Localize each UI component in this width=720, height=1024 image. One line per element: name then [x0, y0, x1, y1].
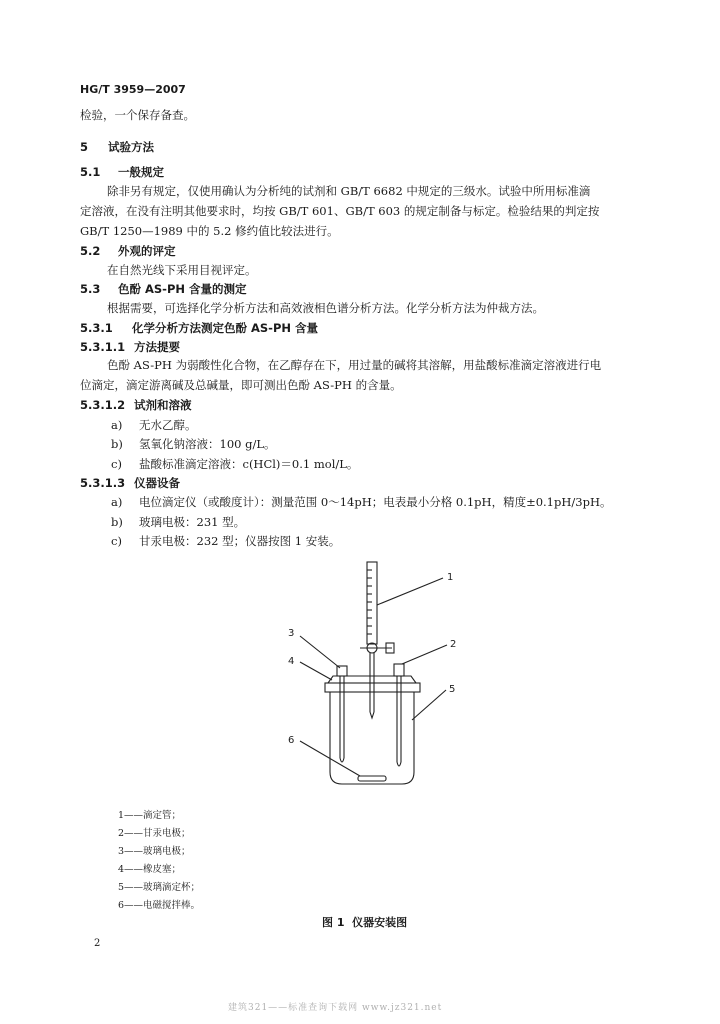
paragraph-line: 在自然光线下采用目视评定。: [107, 263, 257, 277]
callout-6: 6: [288, 735, 295, 746]
paragraph-line: 位滴定，滴定游离碱及总碱量，即可测出色酚 AS-PH 的含量。: [80, 378, 402, 392]
paragraph-line: 色酚 AS-PH 为弱酸性化合物，在乙醇存在下，用过量的碱将其溶解，用盐酸标准滴定溶液进行电: [107, 358, 602, 372]
callout-2: 2: [450, 639, 457, 650]
figure-caption: [322, 914, 407, 930]
section-number: 5.3.1.3: [80, 476, 126, 490]
list-label: b): [111, 515, 123, 529]
legend-item: 1——滴定管；: [118, 810, 182, 821]
section-number: 5.3: [80, 282, 101, 296]
paragraph-line: 除非另有规定，仅使用确认为分析纯的试剂和 GB/T 6682 中规定的三级水。试验中所用标准滴: [107, 184, 591, 198]
section-title: 色酚 AS-PH 含量的测定: [118, 282, 247, 296]
figure-title: 仪器安装图: [352, 916, 408, 929]
list-label: a): [111, 495, 123, 509]
section-title: 一般规定: [118, 165, 164, 179]
legend-item: 6——电磁搅拌棒。: [118, 900, 201, 911]
list-label: b): [111, 437, 123, 451]
section-number: 5.2: [80, 244, 101, 258]
calomel-electrode-cap: [394, 664, 404, 676]
section-title: 外观的评定: [118, 244, 176, 258]
legend-item: 5——玻璃滴定杯；: [118, 882, 201, 893]
section-number: 5: [80, 140, 89, 154]
list-label: a): [111, 418, 123, 432]
standard-number: HG/T 3959—2007: [80, 83, 186, 96]
list-text: 甘汞电极：232 型；仪器按图 1 安装。: [139, 534, 341, 548]
list-text: 无水乙醇。: [139, 418, 197, 432]
list-text: 玻璃电极：231 型。: [139, 515, 246, 529]
section-title: 试验方法: [108, 140, 154, 154]
list-text: 电位滴定仪（或酸度计）：测量范围 0～14pH；电表最小分格 0.1pH，精度±0.1pH/3pH。: [139, 495, 612, 509]
legend-item: 2——甘汞电极；: [118, 828, 191, 839]
figure-number: 图 1: [322, 916, 345, 929]
text-line: 检验，一个保存备查。: [80, 108, 195, 122]
section-number: 5.1: [80, 165, 101, 179]
list-label: c): [111, 534, 122, 548]
list-text: 氢氧化钠溶液：100 g/L。: [139, 437, 276, 451]
callout-3: 3: [288, 628, 295, 639]
section-title: 试剂和溶液: [134, 398, 192, 412]
section-number: 5.3.1.2: [80, 398, 126, 412]
callout-5: 5: [449, 684, 456, 695]
rubber-stopper: [328, 676, 416, 683]
section-number: 5.3.1.1: [80, 340, 126, 354]
callout-1: 1: [447, 572, 454, 583]
section-title: 仪器设备: [134, 476, 180, 490]
paragraph-line: 根据需要，可选择化学分析方法和高效液相色谱分析方法。化学分析方法为仲裁方法。: [107, 301, 544, 315]
burette-tube: [367, 562, 377, 644]
section-title: 化学分析方法测定色酚 AS-PH 含量: [132, 321, 319, 335]
section-title: 方法提要: [134, 340, 180, 354]
list-text: 盐酸标准滴定溶液：c(HCl)＝0.1 mol/L。: [139, 457, 359, 471]
legend-item: 3——玻璃电极；: [118, 846, 191, 857]
callout-4: 4: [288, 656, 295, 667]
paragraph-line: GB/T 1250—1989 中的 5.2 修约值比较法进行。: [80, 224, 339, 238]
section-number: 5.3.1: [80, 321, 113, 335]
page-number: 2: [94, 938, 101, 949]
legend-item: 4——橡皮塞；: [118, 864, 182, 875]
stirring-bar: [358, 776, 386, 781]
footer-watermark: 建筑321——标准查询下载网 www.jz321.net: [228, 1003, 443, 1013]
paragraph-line: 定溶液，在没有注明其他要求时，均按 GB/T 601、GB/T 603 的规定制备与标定。检验结果的判定按: [80, 204, 600, 218]
beaker-rim: [325, 683, 420, 692]
list-label: c): [111, 457, 122, 471]
